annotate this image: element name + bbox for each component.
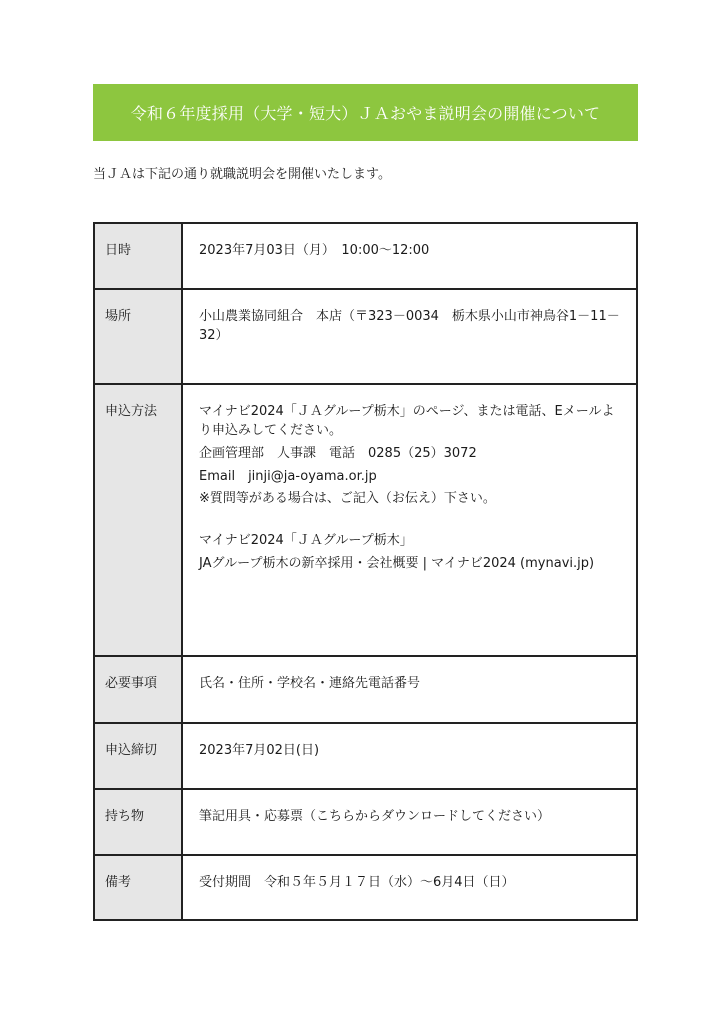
- table-row-location: [94, 289, 637, 384]
- value-line: マイナビ2024「ＪＡグループ栃木」: [199, 533, 413, 549]
- row-label: 申込締切: [94, 723, 182, 789]
- blank-line: [199, 509, 626, 528]
- value-line: 氏名・住所・学校名・連絡先電話番号: [199, 676, 421, 691]
- row-label: 申込方法: [94, 384, 182, 656]
- row-label: 日時: [94, 223, 182, 289]
- value-line: 筆記用具・応募票（こちらからダウンロードしてください）: [199, 809, 551, 824]
- row-value: [182, 855, 637, 920]
- table-row-notes: [94, 855, 637, 920]
- info-table: [93, 222, 638, 921]
- row-label: 持ち物: [94, 789, 182, 855]
- row-value: [182, 723, 637, 789]
- table-row-application: [94, 384, 637, 656]
- value-line: 受付期間 令和５年５月１７日（水）～6月4日（日）: [199, 875, 515, 890]
- table-row-deadline: [94, 723, 637, 789]
- table-row-belongings: [94, 789, 637, 855]
- value-line: 2023年7月02日(日): [199, 743, 320, 758]
- row-value: [182, 223, 637, 289]
- row-label: 備考: [94, 855, 182, 920]
- table-row-datetime: [94, 223, 637, 289]
- table-row-requirements: [94, 656, 637, 723]
- row-value: [182, 789, 637, 855]
- value-line: ※質問等がある場合は、ご記入（お伝え）下さい。: [199, 491, 496, 507]
- value-line: 2023年7月03日（月） 10:00～12:00: [199, 243, 430, 258]
- intro-text: 当ＪＡは下記の通り就職説明会を開催いたします。: [93, 167, 391, 182]
- page-title: 令和６年度採用（大学・短大）ＪＡおやま説明会の開催について: [93, 84, 638, 141]
- row-value: [182, 656, 637, 723]
- row-value: [182, 289, 637, 384]
- row-label: 場所: [94, 289, 182, 384]
- value-line: 企画管理部 人事課 電話 0285（25）3072: [199, 445, 477, 461]
- email-line[interactable]: Email jinji@ja-oyama.or.jp: [199, 468, 377, 484]
- row-label: 必要事項: [94, 656, 182, 723]
- mynavi-link[interactable]: JAグループ栃木の新卒採用・会社概要 | マイナビ2024 (mynavi.jp): [199, 556, 595, 572]
- row-value: [182, 384, 637, 656]
- value-line: 小山農業協同組合 本店（〒323－0034 栃木県小山市神鳥谷1－11－32）: [199, 309, 620, 343]
- value-line: マイナビ2024「ＪＡグループ栃木」のページ、または電話、Eメールより申込みしてください。: [199, 404, 615, 438]
